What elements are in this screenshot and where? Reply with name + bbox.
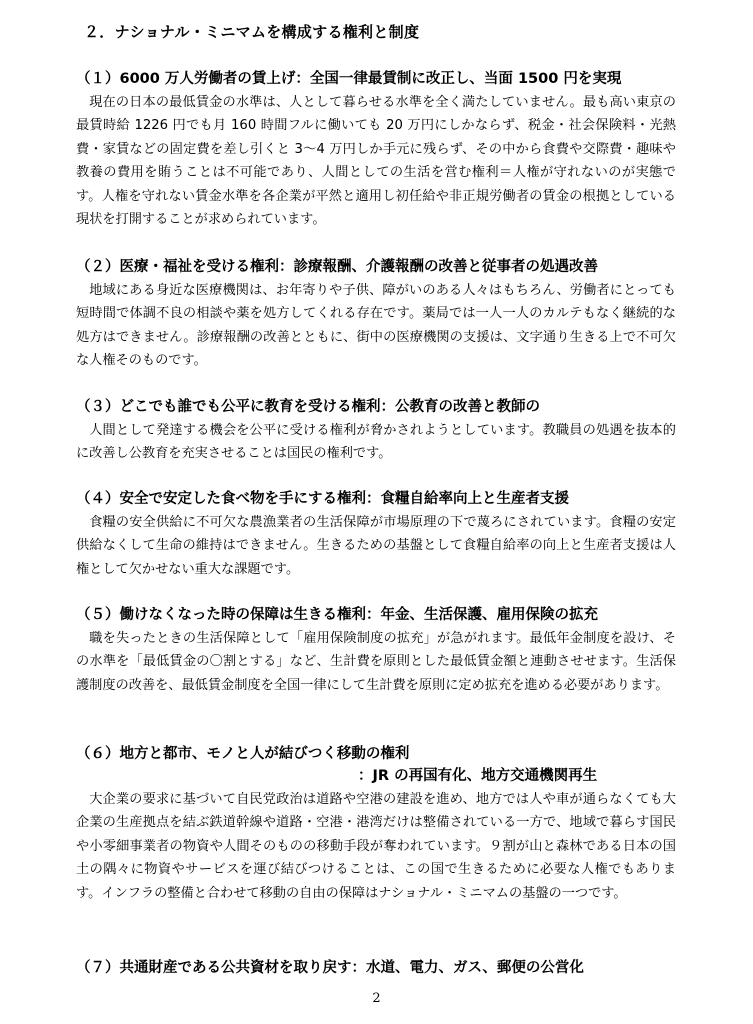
section-4 [76,488,676,581]
section-heading-continuation: ：JR の再国有化、地方交通機関再生 [358,768,598,784]
section-heading: （５）働けなくなった時の保障は生きる権利：年金、生活保護、雇用保険の拡充 [76,607,598,623]
section-5 [76,604,676,697]
section-body: 現在の日本の最低賃金の水準は、人として暮らせる水準を全く満たしていません。最も高い東京の最賃時給 1226 円でも月 160 時間フルに働いても 20 万円にしかならず、税金・社会保険料・光熱費・家賃などの固定費を差し引くと 3～4 万円しか手元に残らず、その中から食費や交際費・趣味や教養の費用を賄うことは不可能であり、人間としての生活を営む権利＝人権が守れないのが実態です。人権を守れない賃金水準を各企業が平然と適用し初任給や非正規労働者の賃金の根拠としている現状を打開することが求められています。 [76,95,676,228]
section-6 [76,743,676,905]
section-7 [76,957,676,979]
page-number: 2 [372,991,381,1006]
section-3 [76,396,676,466]
section-body: 地域にある身近な医療機関は、お年寄りや子供、障がいのある人々はもちろん、労働者にとっても短時間で体調不良の相談や薬を処方してくれる存在です。薬局では一人一人のカルテもなく継続的な処方はできません。診療報酬の改善とともに、街中の医療機関の支援は、文字通り生きる上で不可欠な人権そのものです。 [76,283,676,369]
section-heading: （４）安全で安定した食べ物を手にする権利：食糧自給率向上と生産者支援 [76,491,569,507]
section-heading: （３）どこでも誰でも公平に教育を受ける権利：公教育の改善と教師の [76,399,540,415]
section-body: 職を失ったときの生活保障として「雇用保険制度の拡充」が急がれます。最低年金制度を設け、その水準を「最低賃金の〇割とする」など、生計費を原則とした最低賃金額と連動させせます。生活保護制度の改善を、最低賃金制度を全国一律にして生計費を原則に定め拡充を進める必要があります。 [76,631,676,693]
section-heading: （７）共通財産である公共資材を取り戻す：水道、電力、ガス、郵便の公営化 [76,960,584,976]
page-title: ２．ナショナル・ミニマムを構成する権利と制度 [84,23,420,41]
section-heading: （６）地方と都市、モノと人が結びつく移動の権利 [76,746,410,762]
section-body: 大企業の要求に基づいて自民党政治は道路や空港の建設を進め、地方では人や車が通らなくても大企業の生産拠点を結ぶ鉄道幹線や道路・空港・港湾だけは整備されている一方で、地域で暮らす国民や小零細事業者の物資や人間そのものの移動手段が奪われています。９割が山と森林である日本の国土の隅々に物資やサービスを運び結びつけることは、この国で生きるために必要な人権でもあります。インフラの整備と合わせて移動の自由の保障はナショナル・ミニマムの基盤の一つです。 [76,792,676,901]
section-body: 人間として発達する機会を公平に受ける権利が脅かされようとしています。教職員の処遇を抜本的に改善し公教育を充実させることは国民の権利です。 [76,423,676,462]
section-heading: （２）医療・福祉を受ける権利：診療報酬、介護報酬の改善と従事者の処遇改善 [76,259,598,275]
section-body: 食糧の安全供給に不可欠な農漁業者の生活保障が市場原理の下で蔑ろにされています。食糧の安定供給なくして生命の維持はできません。生きるための基盤として食糧自給率の向上と生産者支援は人権として欠かせない重大な課題です。 [76,515,676,577]
section-2 [76,256,676,373]
section-heading: （１）6000 万人労働者の賃上げ：全国一律最賃制に改正し、当面 1500 円を実現 [76,71,622,87]
section-1 [76,68,676,231]
